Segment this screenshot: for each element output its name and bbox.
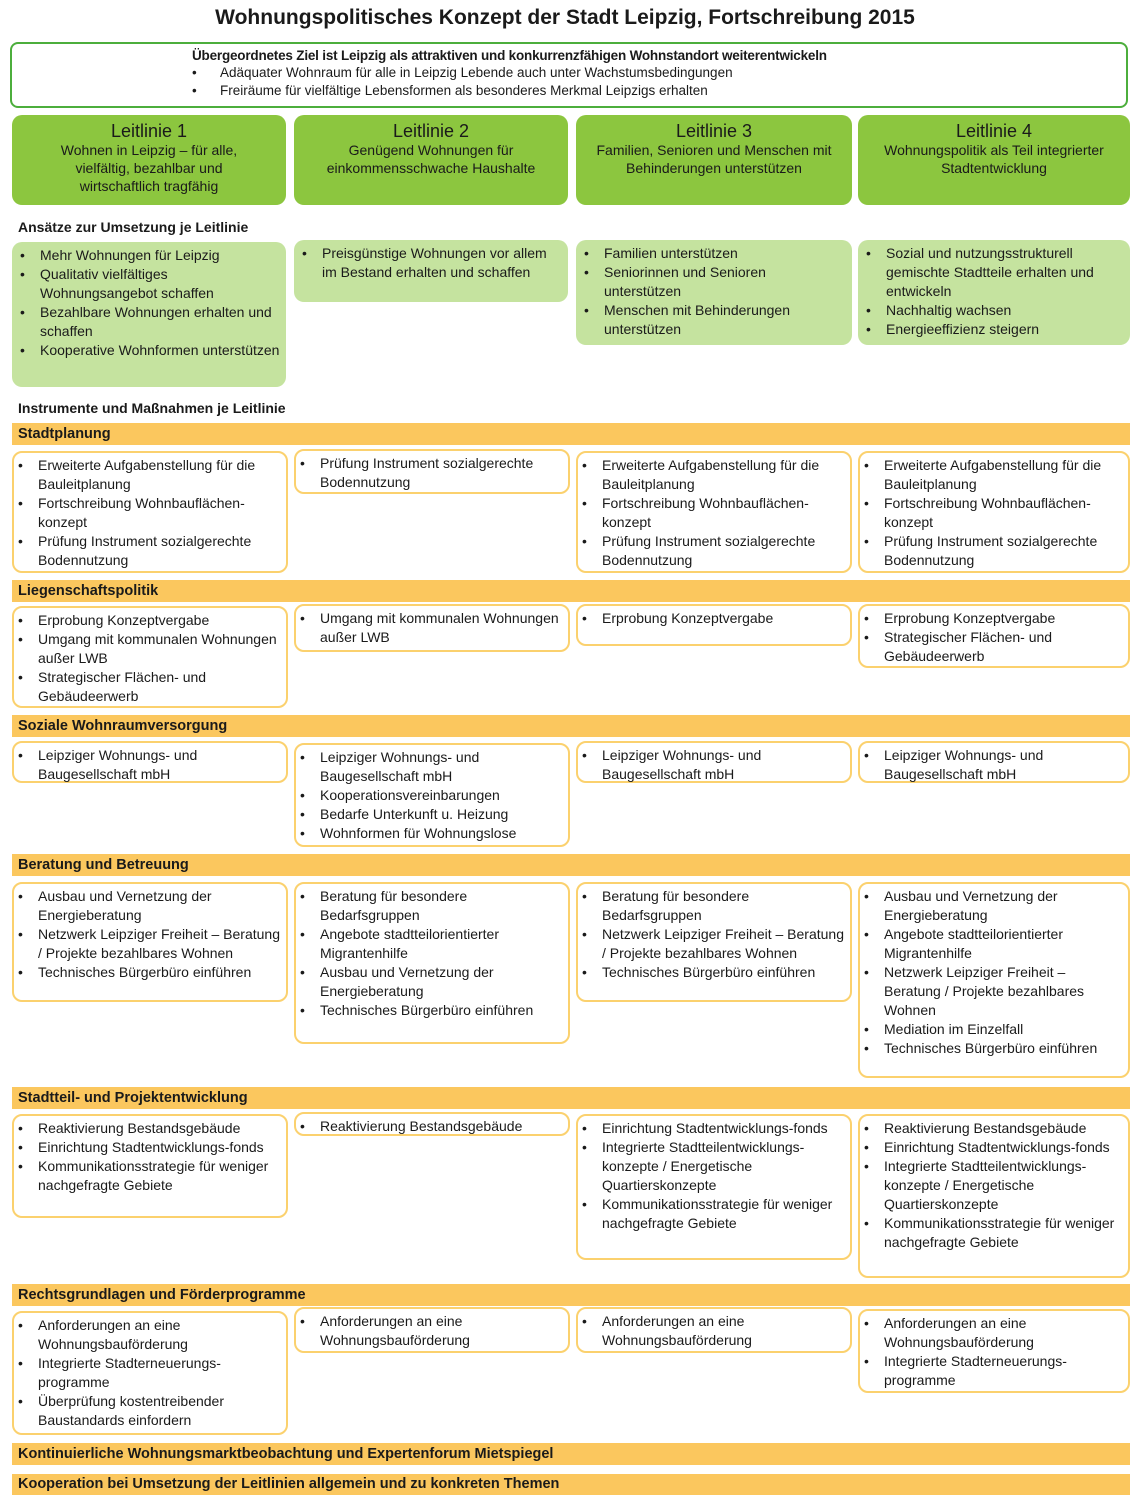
list-item: • Nachhaltig wachsen — [864, 301, 1124, 320]
section-cell — [576, 741, 852, 783]
list-item: • Technisches Bürgerbüro einführen — [580, 963, 846, 982]
list-item: • Leipziger Wohnungs- und Baugesellschaft mbH — [862, 746, 1124, 784]
list-item: • Fortschreibung Wohnbauflächen-konzept — [862, 494, 1124, 532]
list-item: • Anforderungen an eine Wohnungsbauförderung — [16, 1316, 282, 1354]
section-cell — [12, 606, 288, 708]
list-item: • Erweiterte Aufgabenstellung für die Bauleitplanung — [862, 456, 1124, 494]
list-item: • Angebote stadtteilorientierter Migrantenhilfe — [298, 925, 564, 963]
goal-list — [192, 64, 1126, 100]
section-bar-stadtplanung: Stadtplanung — [12, 423, 1130, 445]
footer-bar-kooperation: Kooperation bei Umsetzung der Leitlinien allgemein und zu konkreten Themen — [12, 1474, 1130, 1495]
list-item: • Anforderungen an eine Wohnungsbauförderung — [862, 1314, 1124, 1352]
list-item: • Ausbau und Vernetzung der Energieberatung — [862, 887, 1124, 925]
section-cell — [12, 1311, 288, 1435]
section-bar-soziale-wohnraumversorgung: Soziale Wohnraumversorgung — [12, 715, 1130, 737]
list-item: • Erprobung Konzeptvergabe — [580, 609, 846, 628]
list-item: • Netzwerk Leipziger Freiheit – Beratung / Projekte bezahlbares Wohnen — [16, 925, 282, 963]
list-item: • Leipziger Wohnungs- und Baugesellschaft mbH — [298, 748, 564, 786]
list-item: • Prüfung Instrument sozialgerechte Bodennutzung — [862, 532, 1124, 570]
footer-bar-wohnungsmarktbeobachtung: Kontinuierliche Wohnungsmarktbeobachtung und Expertenforum Mietspiegel — [12, 1443, 1130, 1465]
section-bar-rechtsgrundlagen: Rechtsgrundlagen und Förderprogramme — [12, 1284, 1130, 1306]
list-item: • Energieeffizienz steigern — [864, 320, 1124, 339]
section-cell — [294, 1307, 570, 1353]
list-item: • Qualitativ vielfältiges Wohnungsangebot schaffen — [18, 265, 280, 303]
list-item: • Preisgünstige Wohnungen vor allem im Bestand erhalten und schaffen — [300, 244, 562, 282]
list-item: • Reaktivierung Bestandsgebäude — [862, 1119, 1124, 1138]
list-item: • Angebote stadtteilorientierter Migrantenhilfe — [862, 925, 1124, 963]
page-title: Wohnungspolitisches Konzept der Stadt Leipzig, Fortschreibung 2015 — [215, 6, 915, 29]
list-item: • Prüfung Instrument sozialgerechte Bodennutzung — [580, 532, 846, 570]
list-item: • Einrichtung Stadtentwicklungs-fonds — [862, 1138, 1124, 1157]
list-item: • Integrierte Stadtteilentwicklungs-konzepte / Energetische Quartierskonzepte — [580, 1138, 846, 1195]
section-bar-beratung-und-betreuung: Beratung und Betreuung — [12, 854, 1130, 876]
list-item: • Umgang mit kommunalen Wohnungen außer LWB — [298, 609, 564, 647]
list-item: • Mehr Wohnungen für Leipzig — [18, 246, 280, 265]
section-cell — [858, 451, 1130, 573]
list-item: • Einrichtung Stadtentwicklungs-fonds — [16, 1138, 282, 1157]
list-item: • Kooperative Wohnformen unterstützen — [18, 341, 280, 360]
list-item: • Integrierte Stadterneuerungs-programme — [862, 1352, 1124, 1390]
goal-item: • Adäquater Wohnraum für alle in Leipzig Lebende auch unter Wachstumsbedingungen — [192, 64, 1126, 82]
section-cell — [858, 882, 1130, 1078]
list-item: • Ausbau und Vernetzung der Energieberatung — [16, 887, 282, 925]
section-cell — [576, 1307, 852, 1353]
ansatz-box-3 — [576, 240, 852, 345]
list-item: • Prüfung Instrument sozialgerechte Bodennutzung — [298, 454, 564, 492]
list-item: • Bezahlbare Wohnungen erhalten und schaffen — [18, 303, 280, 341]
section-cell — [294, 743, 570, 847]
list-item: • Reaktivierung Bestandsgebäude — [16, 1119, 282, 1138]
section-cell — [294, 449, 570, 494]
section-cell — [858, 604, 1130, 668]
list-item: • Reaktivierung Bestandsgebäude — [298, 1117, 564, 1136]
leitlinie-desc: Genügend Wohnungen für einkommensschwache Haushalte — [326, 142, 536, 176]
list-item: • Seniorinnen und Senioren unterstützen — [582, 263, 846, 301]
instrumente-label: Instrumente und Maßnahmen je Leitlinie — [18, 400, 286, 416]
section-cell — [294, 882, 570, 1044]
list-item: • Familien unterstützen — [582, 244, 846, 263]
list-item: • Überprüfung kostentreibender Baustandards einfordern — [16, 1392, 282, 1430]
list-item: • Erweiterte Aufgabenstellung für die Bauleitplanung — [16, 456, 282, 494]
section-cell — [576, 882, 852, 1002]
list-item: • Prüfung Instrument sozialgerechte Bodennutzung — [16, 532, 282, 570]
goal-item: • Freiräume für vielfältige Lebensformen als besonderes Merkmal Leipzigs erhalten — [192, 82, 1126, 100]
section-cell — [858, 1114, 1130, 1278]
list-item: • Integrierte Stadtteilentwicklungs-konzepte / Energetische Quartierskonzepte — [862, 1157, 1124, 1214]
list-item: • Beratung für besondere Bedarfsgruppen — [580, 887, 846, 925]
list-item: • Fortschreibung Wohnbauflächen-konzept — [580, 494, 846, 532]
list-item: • Erweiterte Aufgabenstellung für die Bauleitplanung — [580, 456, 846, 494]
goal-box — [10, 42, 1128, 108]
list-item: • Bedarfe Unterkunft u. Heizung — [298, 805, 564, 824]
list-item: • Kooperationsvereinbarungen — [298, 786, 564, 805]
list-item: • Anforderungen an eine Wohnungsbauförderung — [580, 1312, 846, 1350]
list-item: • Fortschreibung Wohnbauflächen-konzept — [16, 494, 282, 532]
list-item: • Strategischer Flächen- und Gebäudeerwerb — [16, 668, 282, 706]
list-item: • Leipziger Wohnungs- und Baugesellschaft mbH — [16, 746, 282, 784]
section-cell — [576, 604, 852, 646]
section-cell — [576, 1114, 852, 1260]
list-item: • Netzwerk Leipziger Freiheit – Beratung / Projekte bezahlbares Wohnen — [580, 925, 846, 963]
section-cell — [576, 451, 852, 573]
list-item: • Ausbau und Vernetzung der Energieberatung — [298, 963, 564, 1001]
list-item: • Netzwerk Leipziger Freiheit – Beratung / Projekte bezahlbares Wohnen — [862, 963, 1124, 1020]
leitlinie-title: Leitlinie 1 — [110, 121, 188, 141]
list-item: • Wohnformen für Wohnungslose — [298, 824, 564, 843]
leitlinie-title: Leitlinie 2 — [392, 121, 470, 141]
section-cell — [294, 1112, 570, 1136]
ansatz-box-4 — [858, 240, 1130, 345]
leitlinie-3-header — [576, 115, 852, 205]
list-item: • Kommunikationsstrategie für weniger nachgefragte Gebiete — [580, 1195, 846, 1233]
ansatz-box-2 — [294, 240, 568, 302]
section-cell — [12, 882, 288, 1002]
section-cell — [12, 451, 288, 573]
leitlinie-title: Leitlinie 4 — [955, 121, 1033, 141]
list-item: • Kommunikationsstrategie für weniger nachgefragte Gebiete — [862, 1214, 1124, 1252]
list-item: • Integrierte Stadterneuerungs-programme — [16, 1354, 282, 1392]
leitlinie-desc: Wohnungspolitik als Teil integrierter Stadtentwicklung — [884, 142, 1104, 176]
leitlinie-4-header — [858, 115, 1130, 205]
list-item: • Technisches Bürgerbüro einführen — [16, 963, 282, 982]
list-item: • Strategischer Flächen- und Gebäudeerwerb — [862, 628, 1124, 666]
section-bar-stadtteil-und-projektentwicklung: Stadtteil- und Projektentwicklung — [12, 1087, 1130, 1109]
list-item: • Anforderungen an eine Wohnungsbauförderung — [298, 1312, 564, 1350]
section-cell — [12, 741, 288, 783]
leitlinie-desc: Familien, Senioren und Menschen mit Behinderungen unterstützen — [596, 142, 832, 176]
list-item: • Menschen mit Behinderungen unterstützen — [582, 301, 846, 339]
leitlinie-desc: Wohnen in Leipzig – für alle, vielfältig, bezahlbar und wirtschaftlich tragfähig — [60, 142, 238, 194]
list-item: • Leipziger Wohnungs- und Baugesellschaft mbH — [580, 746, 846, 784]
section-cell — [858, 741, 1130, 783]
list-item: • Einrichtung Stadtentwicklungs-fonds — [580, 1119, 846, 1138]
section-cell — [12, 1114, 288, 1218]
list-item: • Technisches Bürgerbüro einführen — [298, 1001, 564, 1020]
section-cell — [858, 1309, 1130, 1393]
leitlinie-2-header — [294, 115, 568, 205]
list-item: • Kommunikationsstrategie für weniger nachgefragte Gebiete — [16, 1157, 282, 1195]
list-item: • Erprobung Konzeptvergabe — [862, 609, 1124, 628]
leitlinie-1-header — [12, 115, 286, 205]
section-cell — [294, 604, 570, 652]
list-item: • Erprobung Konzeptvergabe — [16, 611, 282, 630]
list-item: • Mediation im Einzelfall — [862, 1020, 1124, 1039]
goal-heading: Übergeordnetes Ziel ist Leipzig als attraktiven und konkurrenzfähigen Wohnstandort weiterentwickeln — [192, 48, 827, 63]
ansatz-box-1 — [12, 242, 286, 387]
section-bar-liegenschaftspolitik: Liegenschaftspolitik — [12, 580, 1130, 602]
list-item: • Technisches Bürgerbüro einführen — [862, 1039, 1124, 1058]
list-item: • Umgang mit kommunalen Wohnungen außer LWB — [16, 630, 282, 668]
ansaetze-label: Ansätze zur Umsetzung je Leitlinie — [18, 219, 249, 235]
leitlinie-title: Leitlinie 3 — [675, 121, 753, 141]
list-item: • Beratung für besondere Bedarfsgruppen — [298, 887, 564, 925]
list-item: • Sozial und nutzungsstrukturell gemischte Stadtteile erhalten und entwickeln — [864, 244, 1124, 301]
